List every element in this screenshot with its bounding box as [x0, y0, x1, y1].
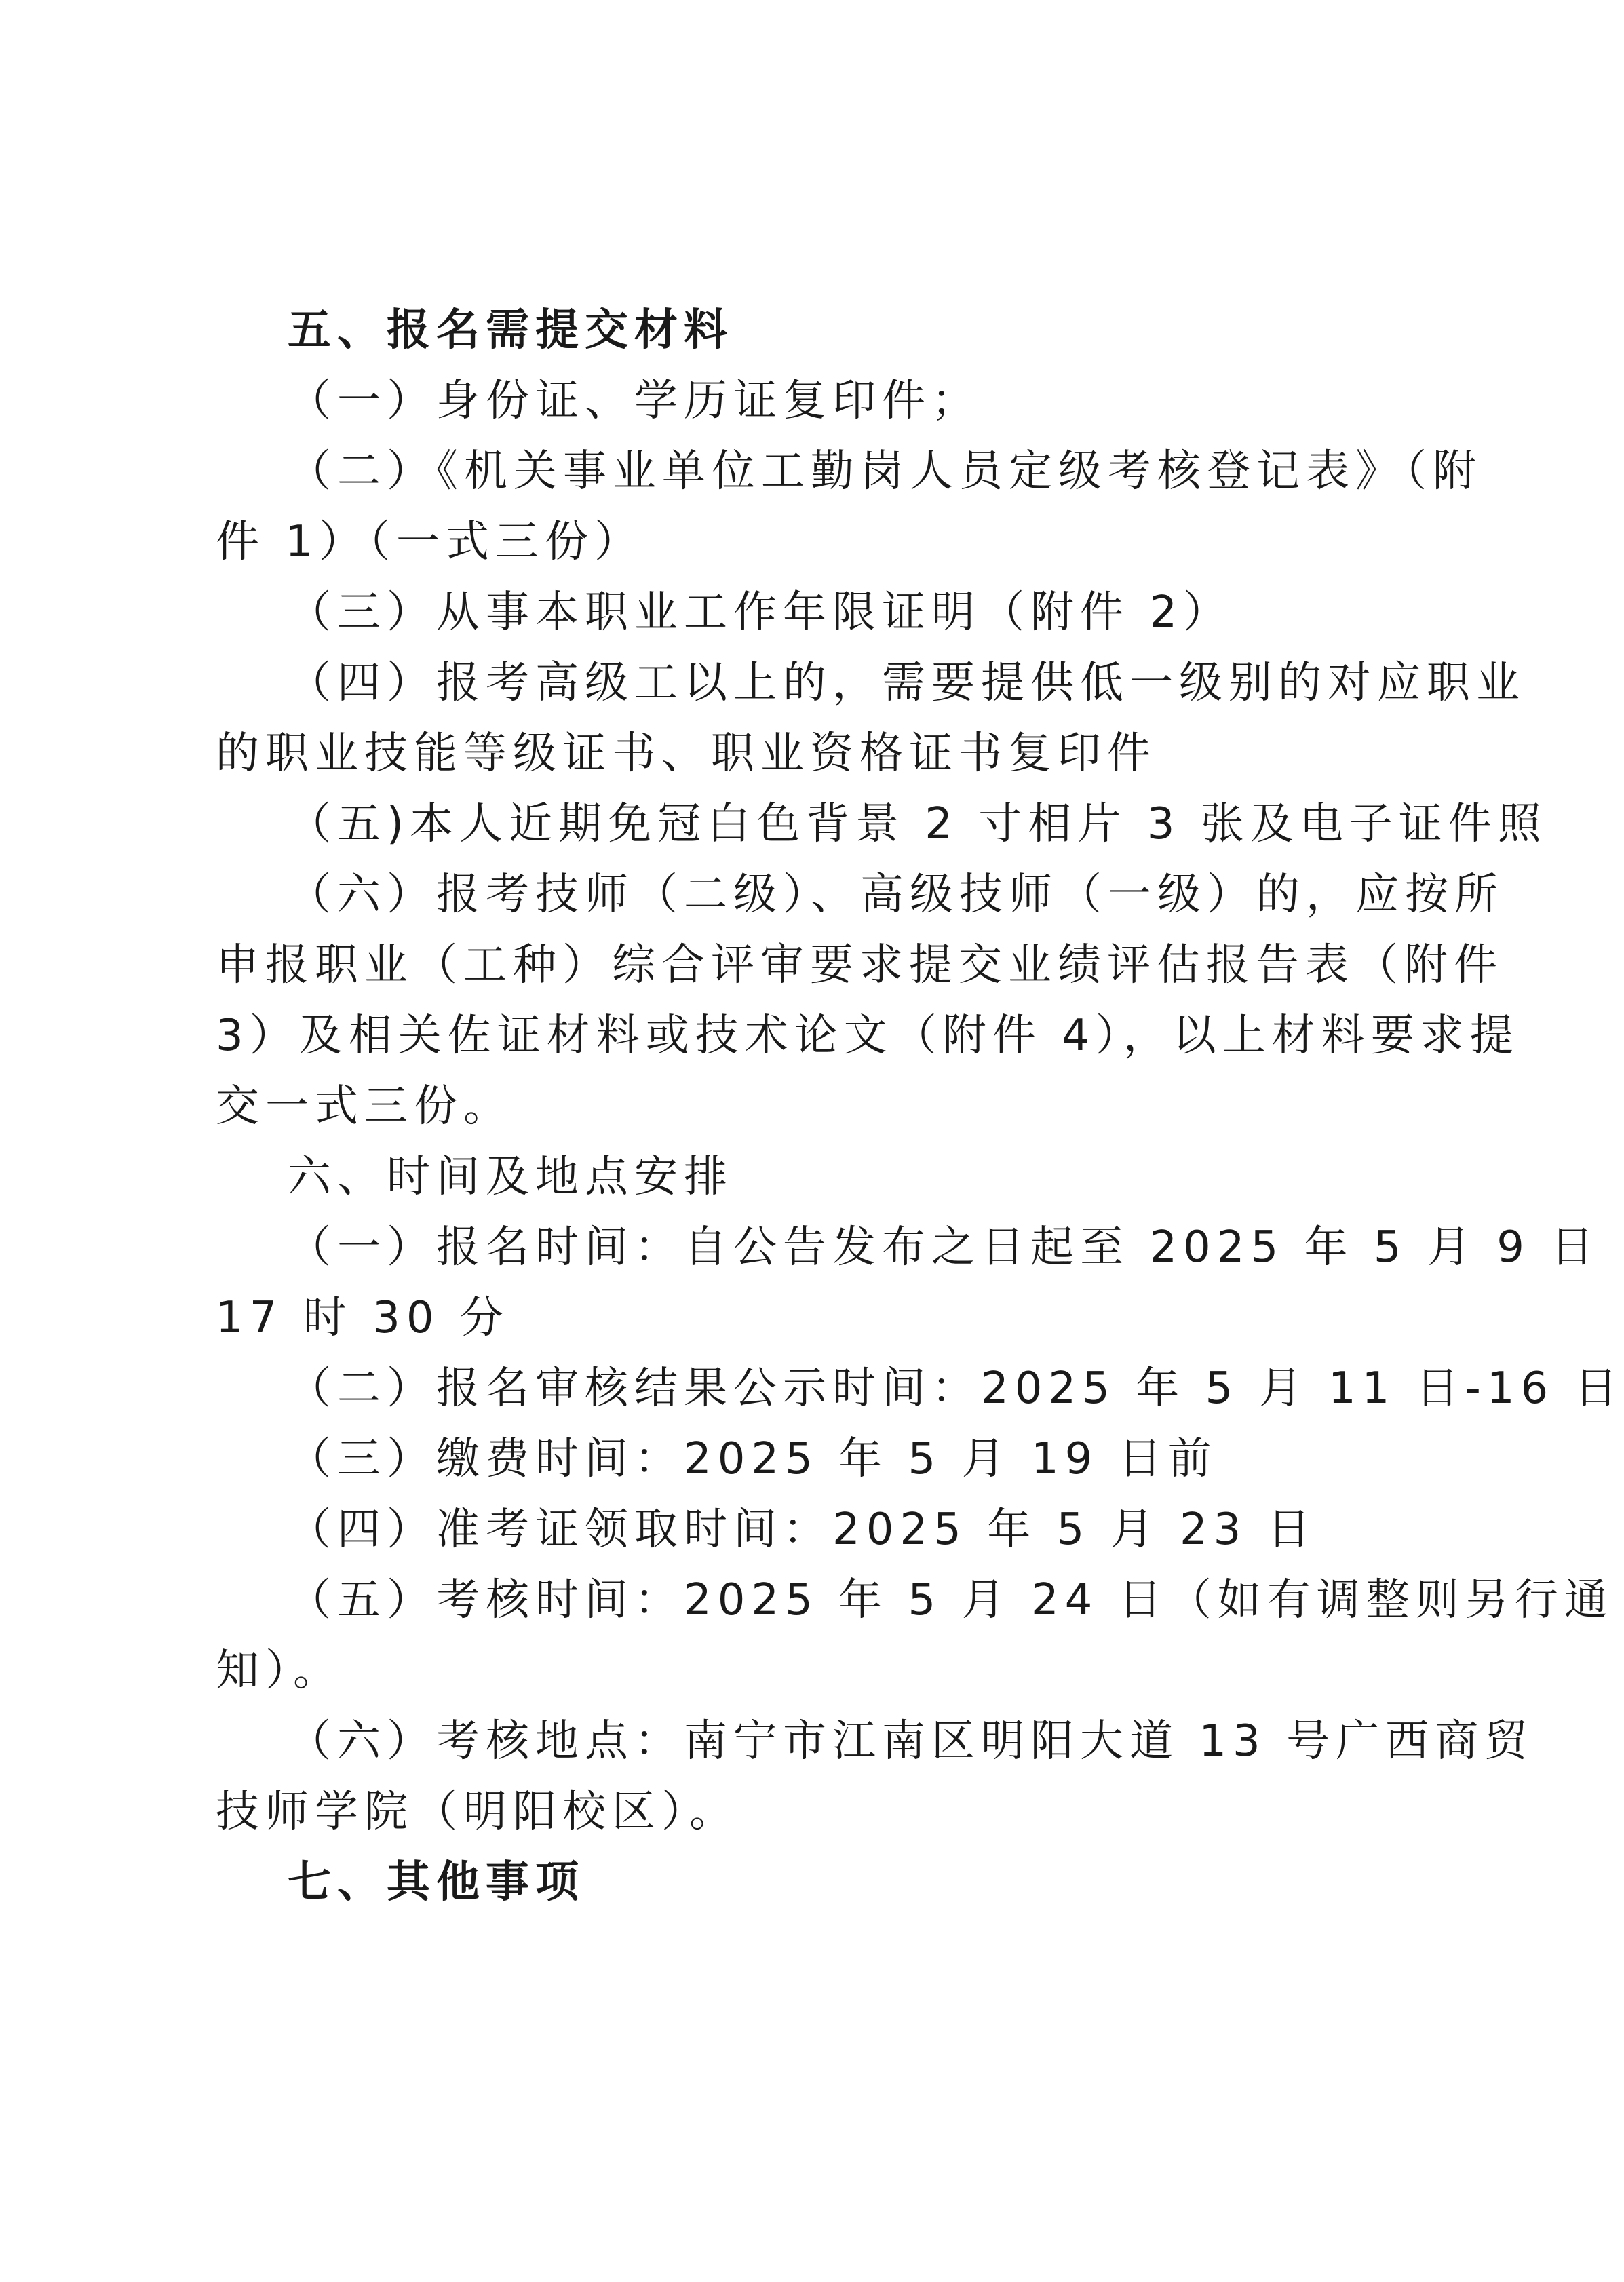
- schedule-item-3: （三）缴费时间：2025 年 5 月 19 日前: [288, 1434, 1218, 1484]
- materials-item-4-line-1: （四）报考高级工以上的，需要提供低一级别的对应职业: [288, 658, 1526, 708]
- schedule-item-5-line-1: （五）考核时间：2025 年 5 月 24 日（如有调整则另行通: [288, 1575, 1614, 1625]
- section-heading-other: 七、其他事项: [288, 1857, 585, 1908]
- materials-item-6-line-2: 申报职业（工种）综合评审要求提交业绩评估报告表（附件: [216, 940, 1503, 990]
- schedule-item-5-line-2: 知）。: [216, 1646, 343, 1696]
- section-heading-materials: 五、报名需提交材料: [288, 305, 733, 355]
- schedule-item-6-line-1: （六）考核地点：南宁市江南区明阳大道 13 号广西商贸: [288, 1716, 1534, 1766]
- schedule-item-1-line-2: 17 时 30 分: [216, 1293, 509, 1343]
- materials-item-6-line-3: 3）及相关佐证材料或技术论文（附件 4），以上材料要求提: [216, 1011, 1520, 1061]
- materials-item-4-line-2: 的职业技能等级证书、职业资格证书复印件: [216, 729, 1157, 779]
- schedule-item-2: （二）报名审核结果公示时间：2025 年 5 月 11 日-16 日: [288, 1364, 1624, 1414]
- materials-item-6-line-1: （六）报考技师（二级）、高级技师（一级）的，应按所: [288, 870, 1504, 920]
- materials-item-6-line-4: 交一式三份。: [216, 1081, 513, 1132]
- materials-item-2-line-1: （二）《机关事业单位工勤岗人员定级考核登记表》（附: [288, 446, 1482, 497]
- schedule-item-1-line-1: （一）报名时间：自公告发布之日起至 2025 年 5 月 9 日: [288, 1222, 1600, 1273]
- materials-item-3: （三）从事本职业工作年限证明（附件 2）: [288, 587, 1233, 638]
- materials-item-2-line-2: 件 1）（一式三份）: [216, 517, 644, 567]
- document-body: [216, 295, 1624, 1918]
- materials-item-1: （一）身份证、学历证复印件；: [288, 376, 981, 426]
- section-heading-schedule: 六、时间及地点安排: [288, 1152, 733, 1202]
- schedule-item-4: （四）准考证领取时间：2025 年 5 月 23 日: [288, 1505, 1317, 1555]
- schedule-item-6-line-2: 技师学院（明阳校区）。: [216, 1787, 739, 1837]
- materials-item-5: （五)本人近期免冠白色背景 2 寸相片 3 张及电子证件照: [288, 799, 1547, 849]
